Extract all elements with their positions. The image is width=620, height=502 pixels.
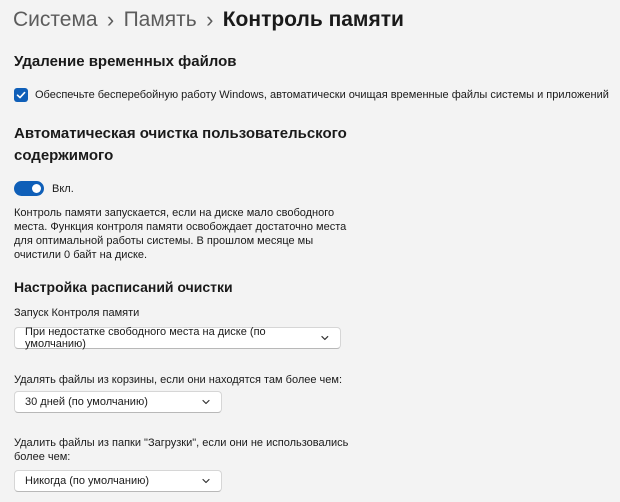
breadcrumb-system[interactable]: Система [13, 8, 98, 31]
chevron-down-icon [320, 333, 330, 343]
temp-files-checkbox[interactable] [14, 88, 28, 102]
downloads-value: Никогда (по умолчанию) [25, 475, 150, 487]
auto-cleanup-heading-line1: Автоматическая очистка пользовательского [14, 125, 347, 142]
checkmark-icon [16, 90, 26, 100]
recycle-bin-label: Удалять файлы из корзины, если они находятся там более чем: [14, 374, 343, 386]
auto-cleanup-heading [14, 123, 347, 167]
downloads-label-line1: Удалить файлы из папки "Загрузки", если они не использовались [14, 437, 349, 449]
downloads-dropdown[interactable] [14, 470, 222, 492]
run-storage-sense-label: Запуск Контроля памяти [14, 307, 140, 319]
auto-cleanup-toggle[interactable] [14, 181, 44, 196]
temp-files-checkbox-label: Обеспечьте бесперебойную работу Windows, автоматически очищая временные файлы системы и приложений [35, 89, 609, 101]
auto-cleanup-heading-line2: содержимого [14, 147, 114, 164]
schedule-heading: Настройка расписаний очистки [14, 279, 233, 295]
run-storage-sense-dropdown[interactable] [14, 327, 341, 349]
chevron-down-icon [201, 476, 211, 486]
recycle-bin-value: 30 дней (по умолчанию) [25, 396, 148, 408]
chevron-right-icon: › [106, 7, 115, 32]
downloads-label [14, 436, 348, 464]
breadcrumb [13, 6, 404, 34]
temp-files-checkbox-row[interactable] [14, 88, 609, 102]
recycle-bin-dropdown[interactable] [14, 391, 222, 413]
chevron-right-icon: › [206, 7, 214, 32]
auto-cleanup-description: Контроль памяти запускается, если на диске мало свободного места. Функция контроля памяти освобождает достаточно места для оптимальной работы системы. В прошлом месяце мы очистили 0 байт на диске. [14, 207, 347, 261]
downloads-label-line2: более чем: [14, 451, 71, 463]
run-storage-sense-value: При недостатке свободного места на диске (по умолчанию) [25, 326, 266, 350]
toggle-knob [32, 184, 41, 193]
breadcrumb-memory[interactable]: Память [123, 8, 197, 31]
toggle-state-label: Вкл. [52, 182, 74, 195]
auto-cleanup-toggle-row[interactable] [14, 181, 74, 196]
page-title: Контроль памяти [222, 8, 404, 31]
temp-files-heading: Удаление временных файлов [14, 53, 237, 70]
chevron-down-icon [201, 397, 211, 407]
